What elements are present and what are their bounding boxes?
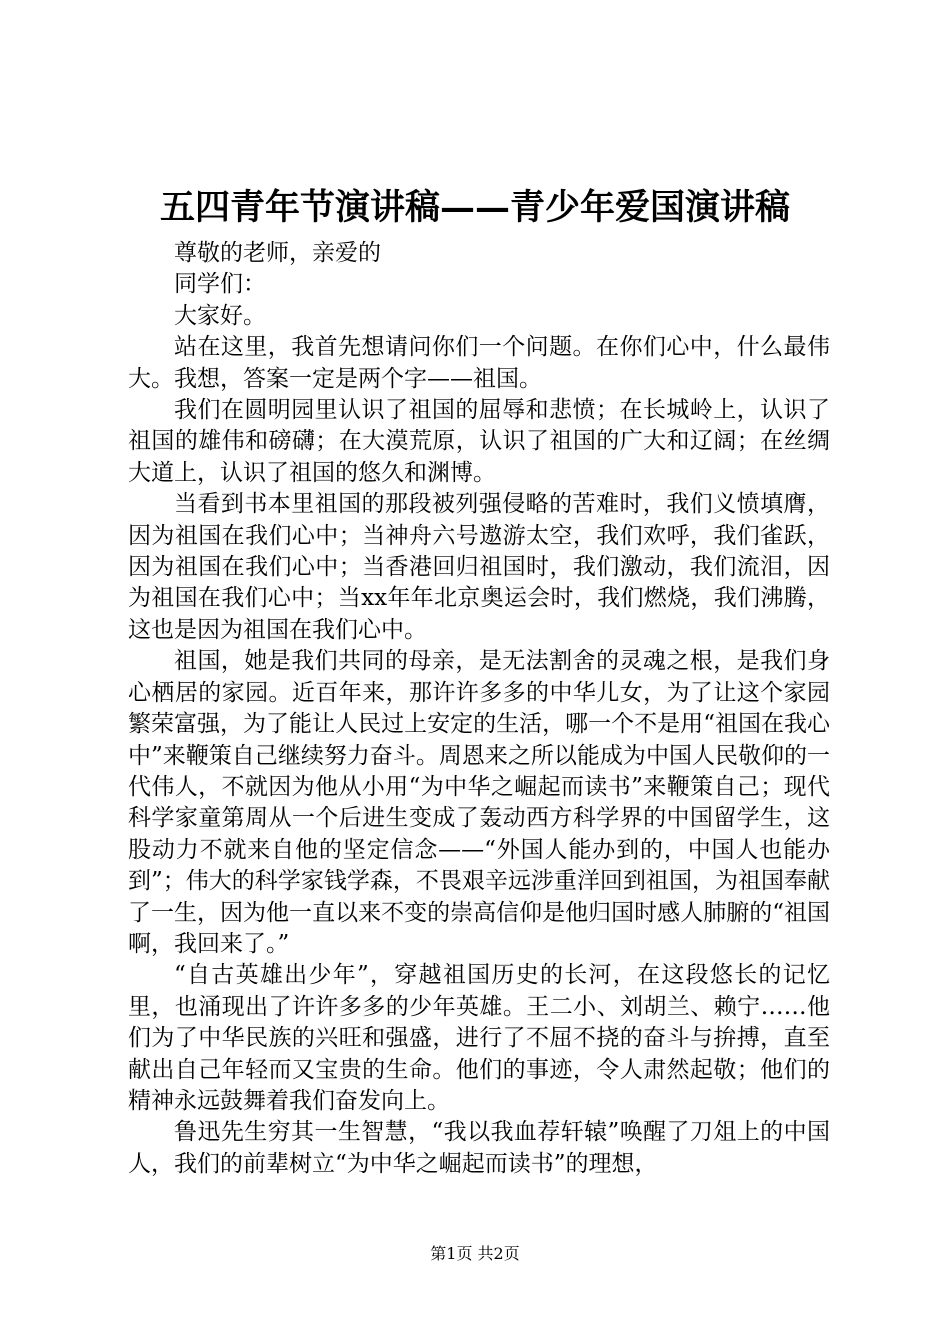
paragraph-body: 我们在圆明园里认识了祖国的屈辱和悲愤；在长城岭上，认识了祖国的雄伟和磅礴；在大漠荒原，认识了祖国的广大和辽阔；在丝绸大道上，认识了祖国的悠久和渊博。 xyxy=(128,397,830,486)
document-body xyxy=(128,238,830,1180)
document-title: 五四青年节演讲稿——青少年爱国演讲稿 xyxy=(159,187,790,228)
paragraph-salutation-2: 同学们： xyxy=(174,271,266,298)
paragraph-body: 祖国，她是我们共同的母亲，是无法割舍的灵魂之根，是我们身心栖居的家园。近百年来，那许许多多的中华儿女，为了让这个家园繁荣富强，为了能让人民过上安定的生活，哪一个不是用“祖国在我心中”来鞭策自己继续努力奋斗。周恩来之所以能成为中国人民敬仰的一代伟人，不就因为他从小用“为中华之崛起而读书”来鞭策自己；现代科学家童第周从一个后进生变成了轰动西方科学界的中国留学生，这股动力不就来自他的坚定信念——“外国人能办到的，中国人也能办到”；伟大的科学家钱学森，不畏艰辛远涉重洋回到祖国，为祖国奉献了一生，因为他一直以来不变的崇高信仰是他归国时感人肺腑的“祖国啊，我回来了。” xyxy=(128,648,830,957)
page-number-footer: 第1页 共2页 xyxy=(430,1244,520,1263)
paragraph-greeting: 大家好。 xyxy=(174,302,266,329)
paragraph-body: 鲁迅先生穷其一生智慧，“我以我血荐轩辕”唤醒了刀俎上的中国人，我们的前辈树立“为中华之崛起而读书”的理想， xyxy=(128,1119,830,1177)
paragraph-body: “自古英雄出少年”，穿越祖国历史的长河，在这段悠长的记忆里，也涌现出了许许多多的少年英雄。王二小、刘胡兰、赖宁……他们为了中华民族的兴旺和强盛，进行了不屈不挠的奋斗与拚搏，直至献出自己年轻而又宝贵的生命。他们的事迹，令人肃然起敬；他们的精神永远鼓舞着我们奋发向上。 xyxy=(128,962,830,1114)
paragraph-body: 站在这里，我首先想请问你们一个问题。在你们心中，什么最伟大。我想，答案一定是两个字——祖国。 xyxy=(128,334,830,392)
paragraph-body: 当看到书本里祖国的那段被列强侵略的苦难时，我们义愤填膺，因为祖国在我们心中；当神舟六号遨游太空，我们欢呼，我们雀跃，因为祖国在我们心中；当香港回归祖国时，我们激动，我们流泪，因为祖国在我们心中；当xx年年北京奥运会时，我们燃烧，我们沸腾，这也是因为祖国在我们心中。 xyxy=(128,491,830,643)
paragraph-salutation-1: 尊敬的老师，亲爱的 xyxy=(174,240,381,266)
